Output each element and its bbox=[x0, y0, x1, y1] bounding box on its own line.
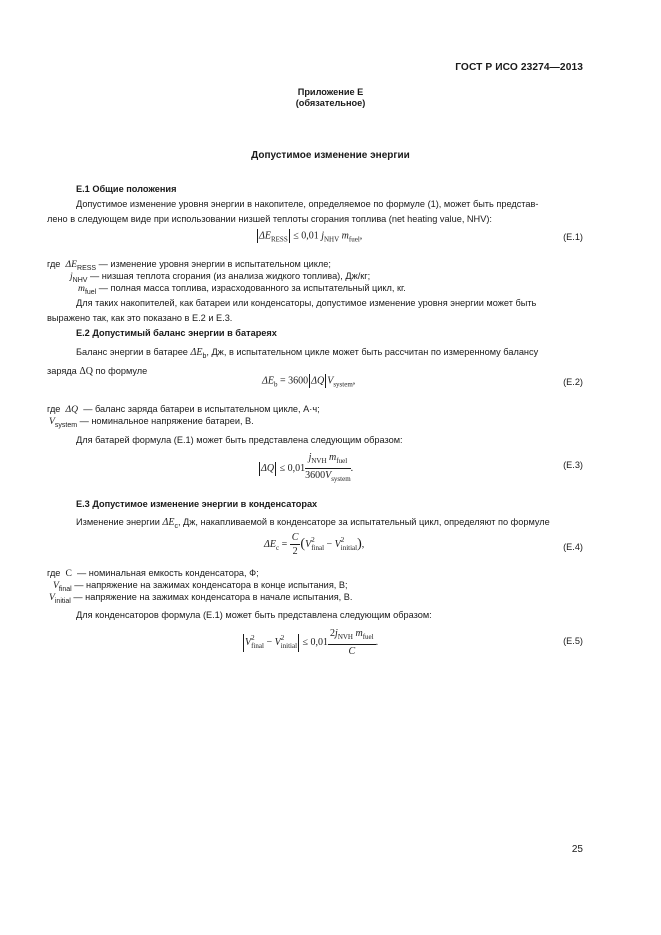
e1-para1-line2: лено в следующем виде при использовании низшей теплоты сгорания топлива (net heating value, NHV): bbox=[47, 214, 492, 224]
section-e3-heading: Е.3 Допустимое изменение энергии в конденсаторах bbox=[76, 499, 318, 509]
formula-e4: $\Delta E_c$ = $\frac{C}{2}$ (V $_{2 final}$ − V $_{2 initial}$), bbox=[264, 532, 365, 557]
appendix-title: Приложение Е bbox=[297, 87, 364, 97]
definition-row: где ΔQ — баланс заряда батареи в испытательном цикле, А·ч; bbox=[47, 404, 320, 415]
definition-row: $j_{NHV}$ — низшая теплота сгорания (из анализа жидкого топлива), Дж/кг; bbox=[70, 271, 371, 284]
e1-para2-line1: Для таких накопителей, как батареи или конденсаторы, допустимое изменение уровня энергии может быть bbox=[76, 298, 537, 308]
definition-row: $m_{fuel}$ — полная масса топлива, израсходованного за испытательный цикл, кг. bbox=[78, 283, 406, 296]
formula-e5: V $_{2 final}$ − V $_{2 initial}$ ≤ 0,01 $\frac{2j_{NVH} m_{fuel}}{C}$ . bbox=[245, 628, 379, 657]
formula-e2: $\Delta E_b = 3600$ ΔQ $V_{system}$, bbox=[262, 375, 356, 389]
standard-header: ГОСТ Р ИСО 23274—2013 bbox=[455, 62, 583, 73]
definition-row: $V_{final}$ — напряжение на зажимах конденсатора в конце испытания, В; bbox=[53, 580, 348, 593]
definition-row: $V_{system}$ — номинальное напряжение батареи, В. bbox=[49, 416, 254, 429]
equation-number-e5: (E.5) bbox=[563, 636, 583, 646]
section-e1-heading: Е.1 Общие положения bbox=[76, 184, 177, 194]
definition-row: где $\Delta E_{RESS}$ — изменение уровня энергии в испытательном цикле; bbox=[47, 259, 331, 272]
definition-row: где C — номинальная емкость конденсатора, Ф; bbox=[47, 568, 259, 579]
appendix-subtitle: (обязательное) bbox=[295, 98, 366, 108]
section-e2-paragraph-2: Для батарей формула (Е.1) может быть представлена следующим образом: bbox=[76, 435, 403, 445]
formula-e1: $\Delta E_{RESS} \le 0,01$ $j_{NHV}$ $m_{fuel}$, bbox=[259, 230, 363, 244]
equation-number-e1: (E.1) bbox=[563, 232, 583, 242]
page-number: 25 bbox=[571, 844, 583, 855]
formula-e3: ΔQ ≤ 0,01 $\frac{j_{NVH} m_{fuel}}{3600V_{system}}$ . bbox=[261, 452, 354, 483]
section-e1-paragraph-1 bbox=[47, 197, 583, 227]
section-e2-heading: Е.2 Допустимый баланс энергии в батареях bbox=[76, 328, 277, 338]
equation-number-e4: (E.4) bbox=[563, 542, 583, 552]
equation-number-e3: (E.3) bbox=[563, 460, 583, 470]
section-e1-paragraph-2 bbox=[47, 296, 583, 326]
e1-para1-line1: Допустимое изменение уровня энергии в накопителе, определяемое по формуле (1), может быть представ- bbox=[76, 199, 539, 209]
definition-row: $V_{initial}$ — напряжение на зажимах конденсатора в начале испытания, В. bbox=[49, 592, 353, 605]
section-e2-paragraph-1: Баланс энергии в батарее $\Delta E_b$, Дж, в испытательном цикле может быть рассчитан по измеренному балансу заряда ΔQ по формуле bbox=[47, 347, 539, 377]
main-title: Допустимое изменение энергии bbox=[251, 150, 410, 161]
e1-para2-line2: выражено так, как это показано в Е.2 и Е.3. bbox=[47, 313, 233, 323]
equation-number-e2: (E.2) bbox=[563, 377, 583, 387]
section-e3-paragraph-2: Для конденсаторов формула (Е.1) может быть представлена следующим образом: bbox=[76, 610, 432, 620]
section-e3-paragraph-1: Изменение энергии $\Delta E_c$, Дж, накапливаемой в конденсаторе за испытательный цикл, определяют по формуле bbox=[76, 517, 550, 530]
